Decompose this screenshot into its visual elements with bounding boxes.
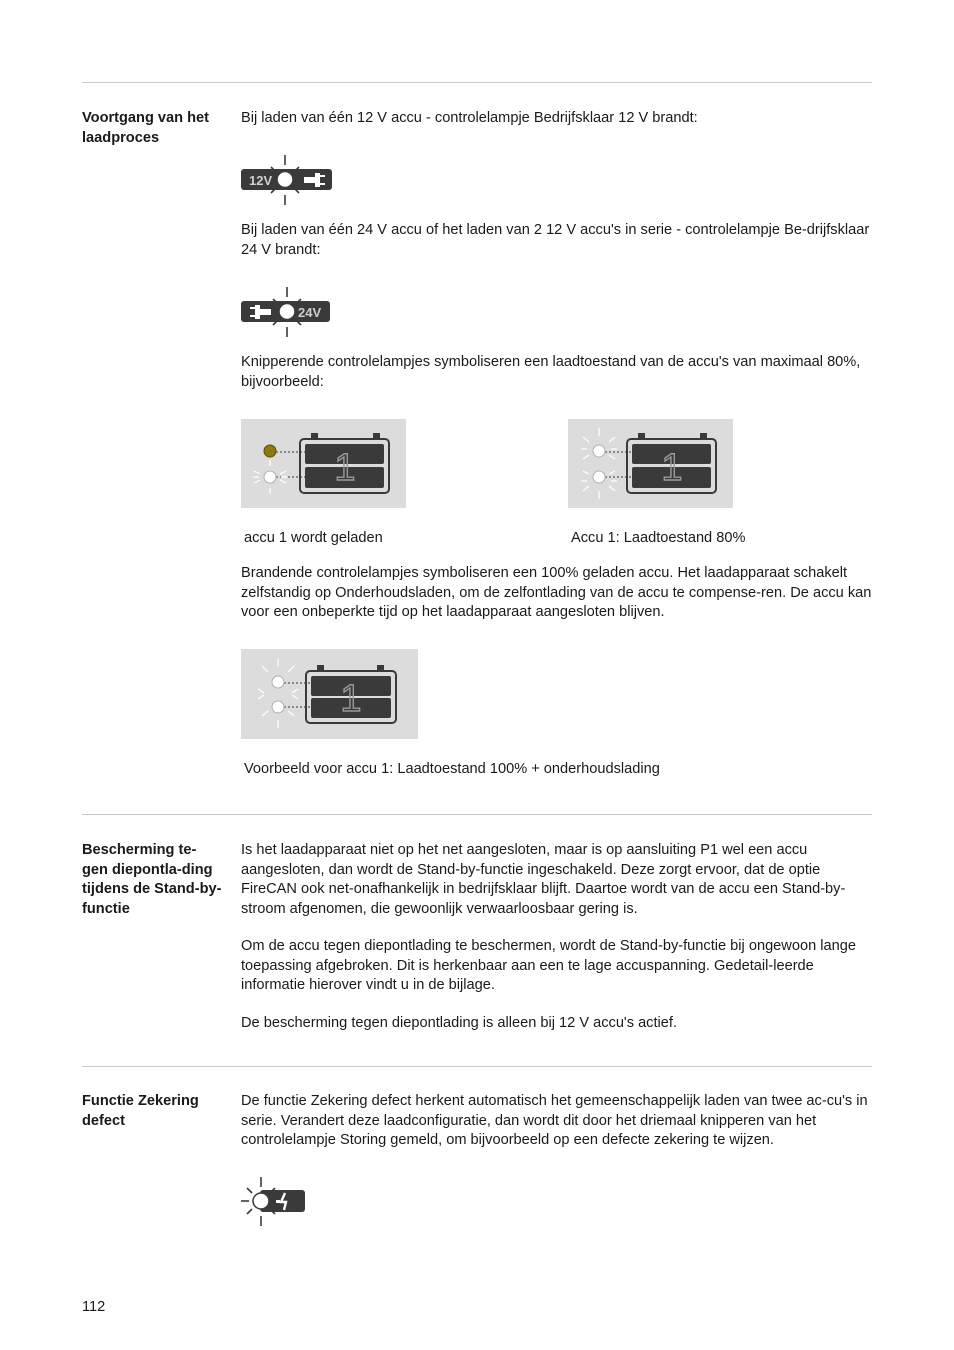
caption-100: Voorbeeld voor accu 1: Laadtoestand 100% + onderhoudslading bbox=[244, 761, 660, 777]
section-heading-progress: Voortgang van het laadproces bbox=[82, 110, 210, 146]
top-rule bbox=[82, 82, 872, 83]
battery-panel-charging bbox=[241, 419, 406, 508]
battery-number: 1 bbox=[340, 678, 362, 720]
caption-charging: accu 1 wordt geladen bbox=[244, 530, 383, 546]
paragraph-fuse: De functie Zekering defect herkent automatisch het gemeenschappelijk laden van twee ac-cu's in serie. Verandert deze laadconfiguratie, dan wordt dit door het driemaal knipperen van het controlelampje Storing gemeld, om bijvoorbeeld op een defecte zekering te wijzen. bbox=[241, 1093, 868, 1148]
section-divider bbox=[82, 814, 872, 815]
paragraph-deep-discharge: Om de accu tegen diepontlading te beschermen, wordt de Stand-by-functie bij ongewoon lange toepassing afgebroken. Dit is herkenbaar aan een te lage accuspanning. Gedetail-leerde informatie hierover vindt u in de bijlage. bbox=[241, 938, 856, 993]
fault-led-icon bbox=[240, 1176, 308, 1228]
label-24v: 24V bbox=[298, 305, 322, 320]
paragraph-full: Brandende controlelampjes symboliseren een 100% geladen accu. Het laadapparaat schakelt zelfstandig op Onderhoudsladen, om de zelfontlading van de accu te compense-ren. De accu kan voor een onbeperkte tijd op het laadapparaat aangesloten blijven. bbox=[241, 565, 872, 620]
battery-panel-80 bbox=[568, 419, 733, 508]
battery-panel-100 bbox=[241, 649, 418, 739]
paragraph-12v: Bij laden van één 12 V accu - controlelampje Bedrijfsklaar 12 V brandt: bbox=[241, 110, 698, 126]
paragraph-standby: Is het laadapparaat niet op het net aangesloten, maar is op aansluiting P1 wel een accu aangesloten, dan wordt de Stand-by-functie ingeschakeld. Deze zorgt ervoor, dat de optie FireCAN ook net-onafhankelijk in bedrijfsklaar blijft. Daartoe wordt van de accu een Stand-by-stroom afgenomen, die gewoonlijk verwaarloosbaar gering is. bbox=[241, 842, 846, 917]
page-number: 112 bbox=[82, 1299, 106, 1315]
led-12v-icon bbox=[240, 154, 334, 206]
section-divider bbox=[82, 1066, 872, 1067]
label-12v: 12V bbox=[249, 173, 273, 188]
paragraph-12v-only: De bescherming tegen diepontlading is alleen bij 12 V accu's actief. bbox=[241, 1015, 678, 1031]
battery-number: 1 bbox=[334, 447, 356, 489]
caption-80: Accu 1: Laadtoestand 80% bbox=[571, 530, 746, 546]
paragraph-24v: Bij laden van één 24 V accu of het laden van 2 12 V accu's in serie - controlelampje Be-drijfsklaar 24 V brandt: bbox=[241, 222, 870, 258]
battery-number: 1 bbox=[661, 447, 683, 489]
led-24v-icon bbox=[240, 286, 334, 338]
section-heading-fuse: Functie Zekering defect bbox=[82, 1093, 199, 1129]
paragraph-blinking: Knipperende controlelampjes symboliseren een laadtoestand van de accu's van maximaal 80%, bijvoorbeeld: bbox=[241, 354, 861, 390]
section-heading-protection: Bescherming te-gen diepontla-ding tijdens de Stand-by-functie bbox=[82, 842, 222, 917]
